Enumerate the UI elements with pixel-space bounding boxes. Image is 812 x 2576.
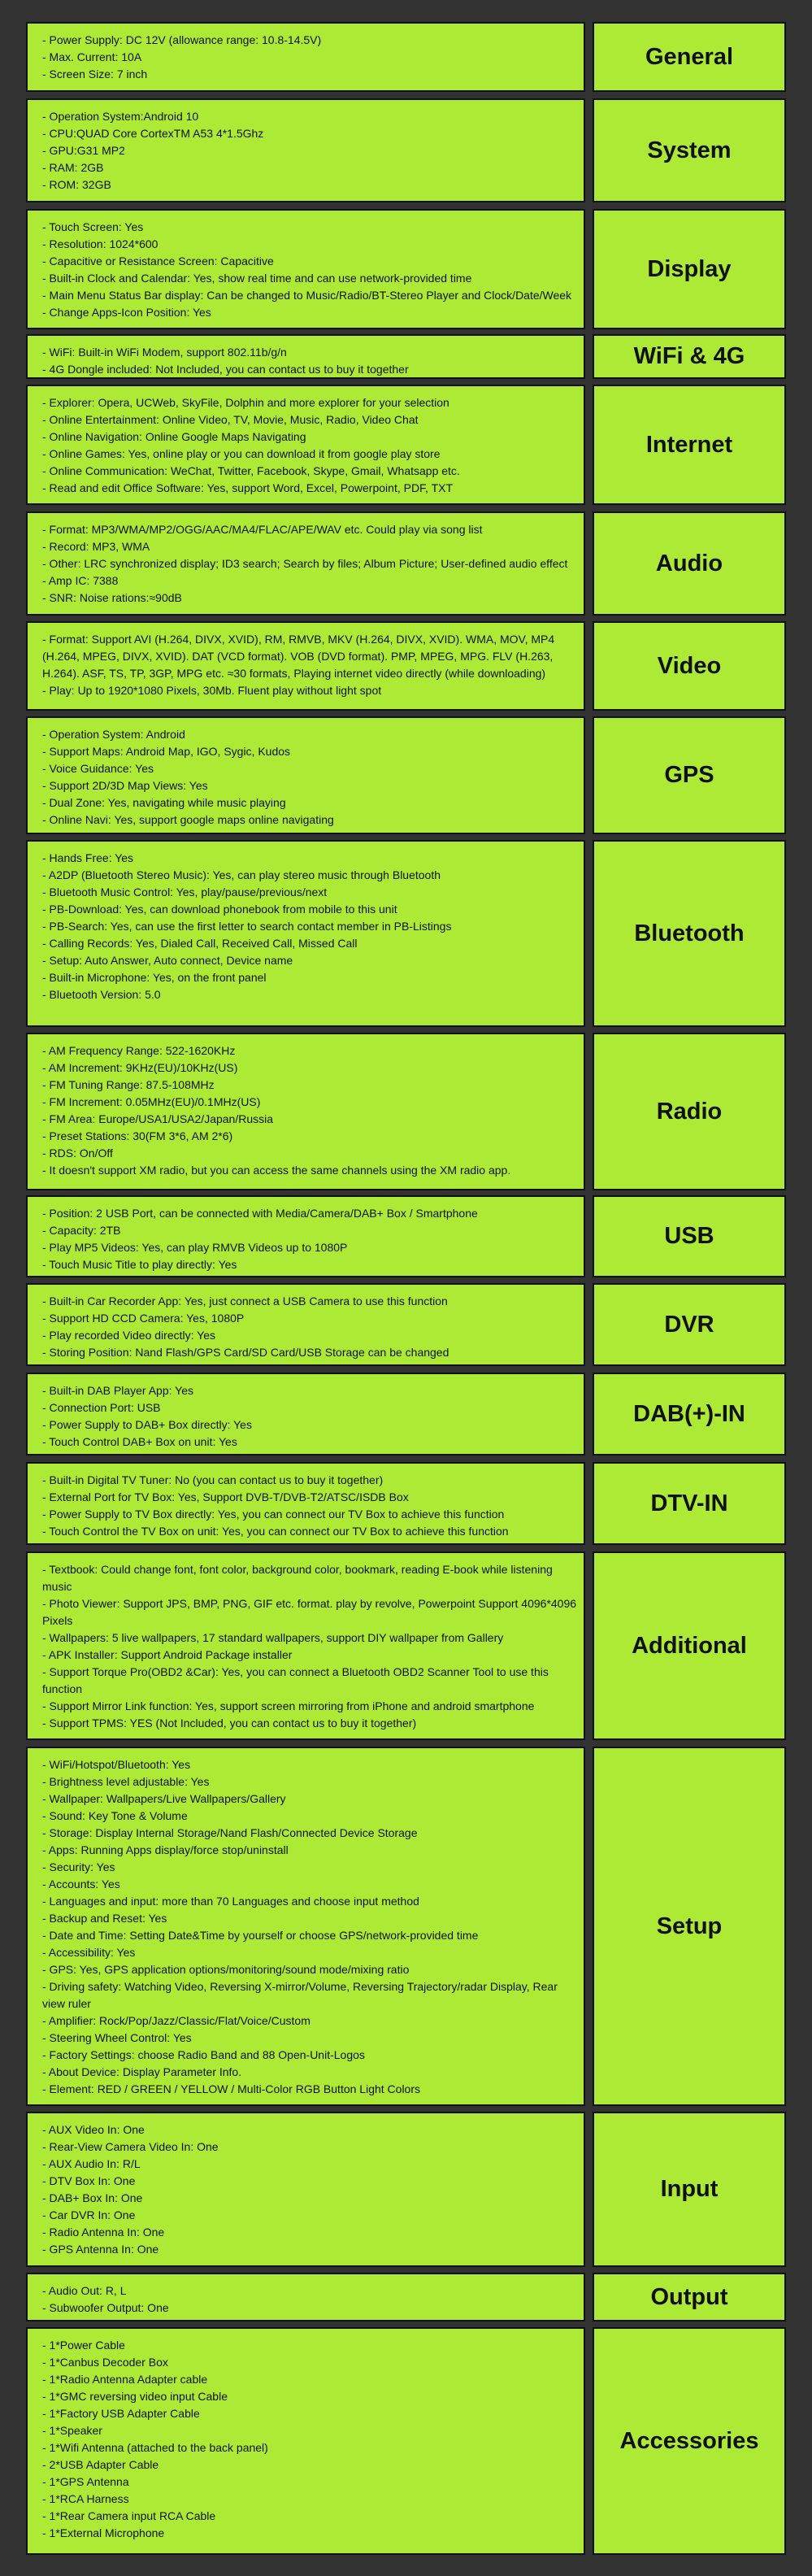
- spec-item: - Sound: Key Tone & Volume: [42, 1809, 188, 1822]
- spec-item: - 1*Wifi Antenna (attached to the back panel): [42, 2441, 268, 2454]
- section-title: Radio: [656, 1098, 723, 1125]
- spec-item: - Read and edit Office Software: Yes, support Word, Excel, Powerpoint, PDF, TXT: [42, 481, 454, 494]
- spec-item: - Wallpapers: 5 live wallpapers, 17 standard wallpapers, support DIY wallpaper from Gallery: [42, 1631, 504, 1644]
- spec-item: - Textbook: Could change font, font color, background color, bookmark, reading E-book while listening music: [42, 1563, 553, 1593]
- section-title-box: [593, 385, 786, 505]
- spec-list: [42, 1293, 577, 1361]
- spec-list: [42, 1561, 577, 1732]
- spec-item: - Capacitive or Resistance Screen: Capacitive: [42, 255, 274, 268]
- spec-item: - Play MP5 Videos: Yes, can play RMVB Videos up to 1080P: [42, 1241, 348, 1254]
- section-title: USB: [664, 1223, 714, 1249]
- spec-item: - Support HD CCD Camera: Yes, 1080P: [42, 1312, 245, 1325]
- spec-item: - Accounts: Yes: [42, 1878, 120, 1891]
- spec-row-video: [0, 621, 812, 711]
- section-title: Video: [657, 652, 722, 679]
- spec-item: - Touch Control the TV Box on unit: Yes, you can connect our TV Box to achieve this function: [42, 1525, 509, 1538]
- spec-list: [42, 394, 577, 497]
- section-title: General: [645, 43, 733, 70]
- spec-item: - Steering Wheel Control: Yes: [42, 2031, 192, 2044]
- spec-item: - Subwoofer Output: One: [42, 2301, 169, 2314]
- spec-item: - Explorer: Opera, UCWeb, SkyFile, Dolphin and more explorer for your selection: [42, 396, 449, 409]
- spec-details: [26, 511, 585, 616]
- spec-item: - Preset Stations: 30(FM 3*6, AM 2*6): [42, 1129, 233, 1142]
- spec-item: - 1*Speaker: [42, 2424, 102, 2437]
- spec-details: [26, 840, 585, 1027]
- spec-item: - Built-in Microphone: Yes, on the front panel: [42, 971, 267, 984]
- spec-item: - Main Menu Status Bar display: Can be changed to Music/Radio/BT-Stereo Player and Clock/Date/Week: [42, 289, 572, 302]
- spec-item: - Dual Zone: Yes, navigating while music playing: [42, 796, 286, 809]
- section-title-box: [593, 1373, 786, 1456]
- section-title-box: [593, 209, 786, 329]
- section-title-box: [593, 2112, 786, 2267]
- section-title-box: [593, 1195, 786, 1277]
- spec-item: - A2DP (Bluetooth Stereo Music): Yes, can play stereo music through Bluetooth: [42, 868, 441, 881]
- spec-list: [42, 726, 577, 829]
- section-title: DVR: [664, 1311, 714, 1338]
- section-title: GPS: [664, 762, 714, 788]
- spec-item: - Amplifier: Rock/Pop/Jazz/Classic/Flat/Voice/Custom: [42, 2014, 310, 2027]
- section-title: Display: [647, 255, 732, 282]
- spec-item: - Support Maps: Android Map, IGO, Sygic, Kudos: [42, 745, 291, 758]
- spec-item: - Hands Free: Yes: [42, 851, 134, 864]
- spec-details: [26, 22, 585, 92]
- section-title-box: [593, 98, 786, 202]
- spec-item: - AM Increment: 9KHz(EU)/10KHz(US): [42, 1061, 238, 1074]
- spec-item: - Touch Music Title to play directly: Yes: [42, 1258, 237, 1271]
- spec-list: [42, 850, 577, 1003]
- spec-item: - Support 2D/3D Map Views: Yes: [42, 779, 208, 792]
- spec-item: - Touch Screen: Yes: [42, 220, 144, 233]
- spec-item: - Apps: Running Apps display/force stop/uninstall: [42, 1843, 289, 1856]
- section-title: DTV-IN: [650, 1490, 728, 1516]
- spec-row-wifi-4g: [0, 334, 812, 379]
- spec-list: [42, 631, 577, 699]
- spec-row-output: [0, 2273, 812, 2321]
- spec-details: [26, 1283, 585, 1366]
- spec-item: - 1*Power Cable: [42, 2339, 125, 2352]
- spec-item: - AUX Audio In: R/L: [42, 2157, 141, 2170]
- section-title-box: [593, 2273, 786, 2321]
- spec-item: - 1*Rear Camera input RCA Cable: [42, 2509, 216, 2522]
- spec-row-bluetooth: [0, 840, 812, 1027]
- spec-item: - Play: Up to 1920*1080 Pixels, 30Mb. Fluent play without light spot: [42, 684, 382, 697]
- spec-details: [26, 621, 585, 711]
- spec-item: - 1*GMC reversing video input Cable: [42, 2390, 228, 2403]
- spec-item: - Other: LRC synchronized display; ID3 search; Search by files; Album Picture; User-defined audio effect: [42, 557, 568, 570]
- spec-item: - Voice Guidance: Yes: [42, 762, 154, 775]
- spec-row-additional: [0, 1551, 812, 1740]
- spec-list: [42, 1042, 577, 1179]
- spec-item: - Change Apps-Icon Position: Yes: [42, 306, 211, 319]
- spec-item: - FM Increment: 0.05MHz(EU)/0.1MHz(US): [42, 1095, 261, 1108]
- section-title-box: [593, 1283, 786, 1366]
- spec-item: - Power Supply: DC 12V (allowance range: 10.8-14.5V): [42, 33, 322, 46]
- section-title-box: [593, 840, 786, 1027]
- spec-details: [26, 98, 585, 202]
- spec-row-general: [0, 22, 812, 92]
- spec-item: - Storage: Display Internal Storage/Nand Flash/Connected Device Storage: [42, 1826, 418, 1839]
- spec-item: - Resolution: 1024*600: [42, 237, 158, 250]
- spec-item: - Languages and input: more than 70 Languages and choose input method: [42, 1895, 419, 1908]
- spec-item: - Rear-View Camera Video In: One: [42, 2140, 219, 2153]
- spec-row-accessories: [0, 2327, 812, 2555]
- section-title-box: [593, 2327, 786, 2555]
- spec-item: - Position: 2 USB Port, can be connected with Media/Camera/DAB+ Box / Smartphone: [42, 1207, 478, 1220]
- spec-row-system: [0, 98, 812, 202]
- section-title: Audio: [655, 550, 723, 577]
- spec-item: - Car DVR In: One: [42, 2208, 136, 2221]
- spec-item: - Screen Size: 7 inch: [42, 67, 148, 80]
- spec-row-setup: [0, 1747, 812, 2106]
- spec-row-dab-in: [0, 1373, 812, 1456]
- spec-list: [42, 1205, 577, 1273]
- spec-item: - Max. Current: 10A: [42, 50, 142, 63]
- spec-item: - DAB+ Box In: One: [42, 2191, 143, 2204]
- spec-item: - Accessibility: Yes: [42, 1946, 136, 1959]
- spec-item: - WiFi: Built-in WiFi Modem, support 802.11b/g/n: [42, 346, 287, 359]
- spec-item: - 1*GPS Antenna: [42, 2475, 129, 2488]
- spec-item: - Storing Position: Nand Flash/GPS Card/SD Card/USB Storage can be changed: [42, 1346, 449, 1359]
- spec-details: [26, 1551, 585, 1740]
- section-title-box: [593, 22, 786, 92]
- section-title: WiFi & 4G: [633, 343, 745, 369]
- spec-item: - 4G Dongle included: Not Included, you can contact us to buy it together: [42, 363, 409, 376]
- spec-item: - PB-Download: Yes, can download phonebook from mobile to this unit: [42, 903, 397, 916]
- spec-item: - Format: Support AVI (H.264, DIVX, XVID), RM, RMVB, MKV (H.264, DIVX, XVID). WMA, MOV, MP4 (H.264, MPEG, DIVX, XVID). DAT (VCD format). VOB (DVD format). PMP, MPEG, MPG. FLV (H.263, H.264). ASF, TS, TP, 3GP, MPG etc. ≈30 formats, Playing internet video directly (while downloading): [42, 633, 555, 680]
- section-title: Bluetooth: [634, 920, 745, 946]
- spec-row-audio: [0, 511, 812, 616]
- spec-item: - 2*USB Adapter Cable: [42, 2458, 159, 2471]
- spec-item: - Record: MP3, WMA: [42, 540, 150, 553]
- spec-details: [26, 2112, 585, 2267]
- spec-item: - Bluetooth Music Control: Yes, play/pause/previous/next: [42, 886, 328, 899]
- spec-details: [26, 334, 585, 379]
- spec-item: - FM Area: Europe/USA1/USA2/Japan/Russia: [42, 1112, 274, 1125]
- section-title-box: [593, 716, 786, 834]
- spec-details: [26, 716, 585, 834]
- spec-item: - 1*Canbus Decoder Box: [42, 2356, 168, 2369]
- spec-row-dvr: [0, 1283, 812, 1366]
- spec-item: - Operation System: Android: [42, 728, 185, 741]
- spec-item: - Built-in Clock and Calendar: Yes, show real time and can use network-provided time: [42, 272, 472, 285]
- spec-item: - SNR: Noise rations:≈90dB: [42, 591, 182, 604]
- spec-list: [42, 521, 577, 607]
- spec-list: [42, 2282, 577, 2317]
- spec-list: [42, 219, 577, 321]
- spec-list: [42, 1472, 577, 1540]
- section-title-box: [593, 511, 786, 616]
- section-title-box: [593, 1551, 786, 1740]
- spec-item: - AM Frequency Range: 522-1620KHz: [42, 1044, 236, 1057]
- spec-item: - Calling Records: Yes, Dialed Call, Received Call, Missed Call: [42, 937, 358, 950]
- spec-item: - Support TPMS: YES (Not Included, you can contact us to buy it together): [42, 1717, 417, 1730]
- section-title: Setup: [656, 1912, 723, 1939]
- spec-item: - Security: Yes: [42, 1860, 115, 1873]
- section-title: DAB(+)-IN: [633, 1400, 745, 1427]
- section-title: Internet: [645, 431, 733, 458]
- spec-item: - 1*Radio Antenna Adapter cable: [42, 2373, 208, 2386]
- spec-row-gps: [0, 716, 812, 834]
- spec-item: - Backup and Reset: Yes: [42, 1912, 167, 1925]
- spec-list: [42, 32, 577, 83]
- spec-item: - Play recorded Video directly: Yes: [42, 1329, 215, 1342]
- spec-item: - Wallpaper: Wallpapers/Live Wallpapers/Gallery: [42, 1792, 286, 1805]
- spec-row-internet: [0, 385, 812, 505]
- spec-item: - RDS: On/Off: [42, 1147, 113, 1160]
- spec-item: - PB-Search: Yes, can use the first letter to search contact member in PB-Listings: [42, 920, 452, 933]
- section-title: System: [647, 137, 732, 163]
- spec-item: - ROM: 32GB: [42, 178, 111, 191]
- spec-list: [42, 2121, 577, 2258]
- spec-list: [42, 1382, 577, 1451]
- section-title-box: [593, 1747, 786, 2106]
- spec-row-input: [0, 2112, 812, 2267]
- spec-item: - Power Supply to TV Box directly: Yes, you can connect our TV Box to achieve this function: [42, 1508, 505, 1521]
- spec-row-dtv-in: [0, 1462, 812, 1545]
- spec-row-display: [0, 209, 812, 329]
- spec-item: - 1*Factory USB Adapter Cable: [42, 2407, 200, 2420]
- spec-details: [26, 1747, 585, 2106]
- spec-item: - APK Installer: Support Android Package installer: [42, 1648, 293, 1661]
- section-title-box: [593, 1033, 786, 1190]
- spec-item: - Online Communication: WeChat, Twitter, Facebook, Skype, Gmail, Whatsapp etc.: [42, 464, 460, 477]
- spec-item: - Support Torque Pro(OBD2 &Car): Yes, you can connect a Bluetooth OBD2 Scanner Tool to use this function: [42, 1665, 549, 1695]
- spec-details: [26, 1373, 585, 1456]
- spec-item: - Element: RED / GREEN / YELLOW / Multi-Color RGB Button Light Colors: [42, 2082, 421, 2095]
- spec-list: [42, 1756, 577, 2098]
- spec-item: - GPU:G31 MP2: [42, 144, 125, 157]
- section-title-box: [593, 621, 786, 711]
- spec-item: - AUX Video In: One: [42, 2123, 145, 2136]
- spec-list: [42, 344, 577, 378]
- section-title: Additional: [632, 1632, 747, 1659]
- spec-details: [26, 1195, 585, 1277]
- spec-item: - External Port for TV Box: Yes, Support DVB-T/DVB-T2/ATSC/ISDB Box: [42, 1490, 409, 1503]
- spec-item: - Format: MP3/WMA/MP2/OGG/AAC/MA4/FLAC/APE/WAV etc. Could play via song list: [42, 523, 483, 536]
- spec-item: - Amp IC: 7388: [42, 574, 119, 587]
- spec-item: - Support Mirror Link function: Yes, support screen mirroring from iPhone and android smartphone: [42, 1699, 535, 1712]
- section-title: Input: [660, 2176, 719, 2202]
- spec-item: - FM Tuning Range: 87.5-108MHz: [42, 1078, 215, 1091]
- spec-details: [26, 209, 585, 329]
- spec-item: - WiFi/Hotspot/Bluetooth: Yes: [42, 1758, 191, 1771]
- spec-details: [26, 1462, 585, 1545]
- section-title: Accessories: [619, 2427, 759, 2454]
- spec-item: - About Device: Display Parameter Info.: [42, 2065, 242, 2078]
- spec-item: - GPS Antenna In: One: [42, 2243, 159, 2256]
- spec-item: - Setup: Auto Answer, Auto connect, Device name: [42, 954, 293, 967]
- spec-details: [26, 1033, 585, 1190]
- spec-item: - Factory Settings: choose Radio Band and 88 Open-Unit-Logos: [42, 2048, 365, 2061]
- section-title: Output: [650, 2283, 728, 2310]
- spec-row-radio: [0, 1033, 812, 1190]
- spec-item: - Date and Time: Setting Date&Time by yourself or choose GPS/network-provided time: [42, 1929, 479, 1942]
- spec-item: - Bluetooth Version: 5.0: [42, 988, 161, 1001]
- spec-item: - Audio Out: R, L: [42, 2284, 127, 2297]
- spec-item: - Connection Port: USB: [42, 1401, 161, 1414]
- section-title-box: [593, 334, 786, 379]
- spec-details: [26, 2327, 585, 2555]
- spec-item: - Built-in Digital TV Tuner: No (you can contact us to buy it together): [42, 1473, 384, 1486]
- spec-list: [42, 2337, 577, 2542]
- spec-item: - Built-in Car Recorder App: Yes, just connect a USB Camera to use this function: [42, 1295, 448, 1308]
- spec-item: - Online Navi: Yes, support google maps online navigating: [42, 813, 334, 826]
- spec-details: [26, 2273, 585, 2321]
- spec-details: [26, 385, 585, 505]
- spec-list: [42, 108, 577, 194]
- spec-item: - GPS: Yes, GPS application options/monitoring/sound mode/mixing ratio: [42, 1963, 410, 1976]
- spec-item: - Radio Antenna In: One: [42, 2226, 165, 2239]
- spec-item: - RAM: 2GB: [42, 161, 104, 174]
- spec-item: - It doesn't support XM radio, but you can access the same channels using the XM radio app.: [42, 1164, 511, 1177]
- spec-item: - Operation System:Android 10: [42, 110, 199, 123]
- spec-item: - CPU:QUAD Core CortexTM A53 4*1.5Ghz: [42, 127, 264, 140]
- spec-row-usb: [0, 1195, 812, 1277]
- section-title-box: [593, 1462, 786, 1545]
- spec-item: - 1*RCA Harness: [42, 2492, 129, 2505]
- spec-item: - Touch Control DAB+ Box on unit: Yes: [42, 1435, 237, 1448]
- spec-item: - Online Navigation: Online Google Maps Navigating: [42, 430, 306, 443]
- spec-item: - Built-in DAB Player App: Yes: [42, 1384, 193, 1397]
- spec-item: - DTV Box In: One: [42, 2174, 136, 2187]
- spec-item: - 1*External Microphone: [42, 2526, 165, 2539]
- spec-item: - Online Entertainment: Online Video, TV, Movie, Music, Radio, Video Chat: [42, 413, 419, 426]
- spec-item: - Driving safety: Watching Video, Reversing X-mirror/Volume, Reversing Trajectory/radar Display, Rear view ruler: [42, 1980, 558, 2010]
- spec-item: - Brightness level adjustable: Yes: [42, 1775, 210, 1788]
- spec-item: - Capacity: 2TB: [42, 1224, 121, 1237]
- spec-item: - Power Supply to DAB+ Box directly: Yes: [42, 1418, 252, 1431]
- spec-item: - Online Games: Yes, online play or you can download it from google play store: [42, 447, 441, 460]
- spec-item: - Photo Viewer: Support JPS, BMP, PNG, GIF etc. format. play by revolve, Powerpoint Support 4096*4096 Pixels: [42, 1597, 577, 1627]
